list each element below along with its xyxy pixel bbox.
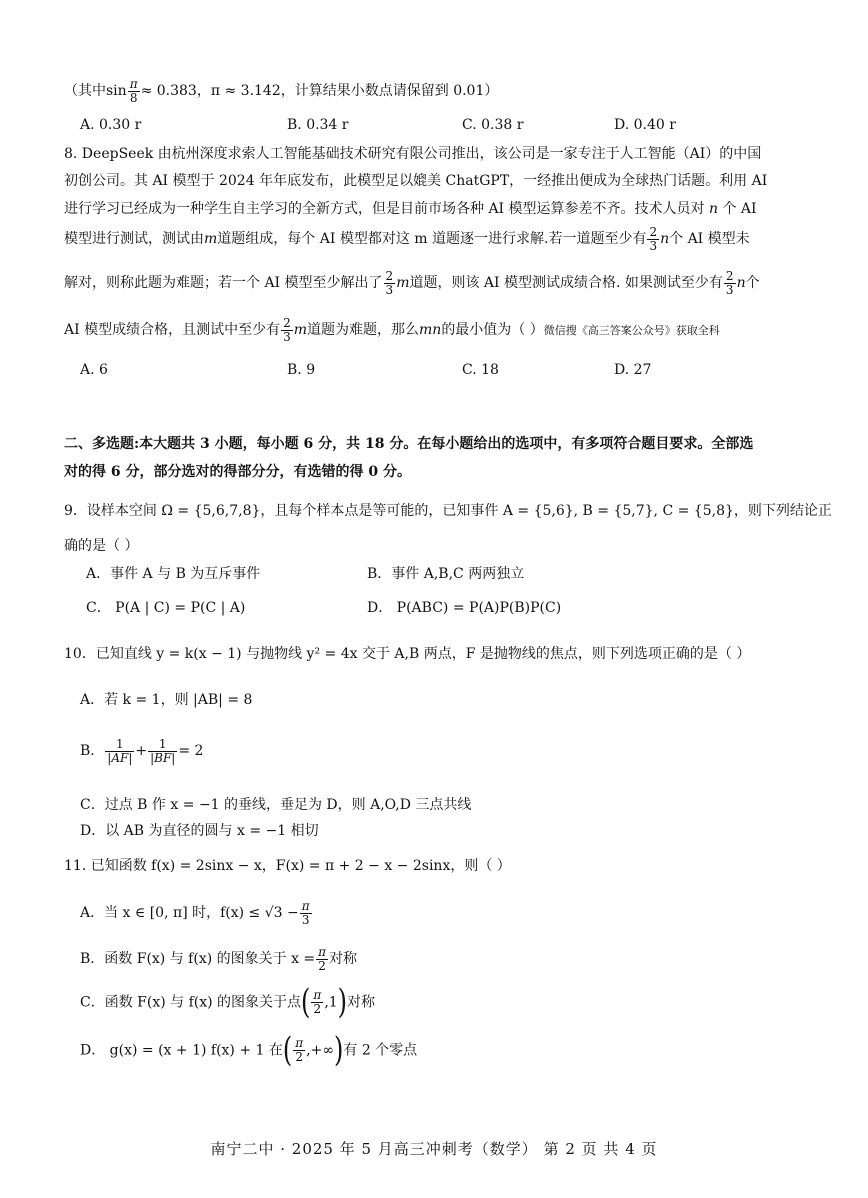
q8-line-4: 模型进行测试，测试由m道题组成，每个 AI 模型都对这 m 道题逐一进行求解.若一道题至少有 $\frac{2}{3}$ n个 AI 模型未 [64,225,750,253]
q11-option-a: A．当 x ∈ [0, π] 时，f(x) ≤ √3 − $\frac{\pi}{3}$ [80,899,310,927]
q7-option-c: C. 0.38 r [462,117,524,133]
q8-line-6: AI 模型成绩合格，且测试中至少有 $\frac{2}{3}$ m道题为难题，那么mn的最小值为（ ）微信搜《高三答案公众号》获取全科 [64,316,720,344]
q8-line-2: 初创公司。其 AI 模型于 2024 年年底发布，此模型足以媲美 ChatGPT，一经推出便成为全球热门话题。利用 AI [64,173,768,189]
fraction-two-thirds: $\frac{2}{3}$ [649,225,658,253]
fraction-two-thirds: $\frac{2}{3}$ [725,269,734,297]
fraction: $\frac{\pi}{2}$ [313,988,322,1016]
fraction: $\frac{\pi}{3}$ [301,899,310,927]
section-heading-line-2: 对的得 6 分，部分选对的得部分分，有选错的得 0 分。 [64,464,411,480]
q8-option-c: C. 18 [462,362,499,378]
q8-line-5: 解对，则称此题为难题；若一个 AI 模型至少解出了 $\frac{2}{3}$ m道题，则该 AI 模型测试成绩合格. 如果测试至少有 $\frac{2}{3}$ n个 [64,269,760,297]
q9-option-b: B．事件 A,B,C 两两独立 [367,566,525,582]
q11-option-c: C．函数 F(x) 与 f(x) 的图象关于点( $\frac{\pi}{2}$ ,1)对称 [80,982,376,1022]
q7-option-d: D. 0.40 r [614,117,676,133]
q9-option-a: A．事件 A 与 B 为互斥事件 [86,566,261,582]
q10-option-c: C．过点 B 作 x = −1 的垂线，垂足为 D，则 A,O,D 三点共线 [80,797,472,813]
q7-note: （其中sin $\frac{\pi}{8}$ ≈ 0.383，π ≈ 3.142，计算结果小数点请保留到 0.01） [64,77,499,105]
page-footer: 南宁二中 · 2025 年 5 月高三冲刺考（数学） 第 2 页 共 4 页 [210,1140,658,1158]
q8-line-3: 进行学习已经成为一种学生自主学习的全新方式，但是目前市场各种 AI 模型运算参差不齐。技术人员对 n 个 AI [64,201,757,217]
q7-option-b: B. 0.34 r [287,117,349,133]
fraction-two-thirds: $\frac{2}{3}$ [385,269,394,297]
q7-option-a: A. 0.30 r [80,117,142,133]
fraction-two-thirds: $\frac{2}{3}$ [283,316,291,344]
watermark-text: 微信搜《高三答案公众号》获取全科 [543,324,720,338]
q10-stem: 10．已知直线 y = k(x − 1) 与抛物线 y² = 4x 交于 A,B 两点，F 是抛物线的焦点，则下列选项正确的是（ ） [64,646,751,662]
fraction: $\frac{\pi}{2}$ [295,1036,304,1064]
q9-stem-line-1: 9．设样本空间 Ω = {5,6,7,8}，且每个样本点是等可能的，已知事件 A = {5,6}, B = {5,7}, C = {5,8}，则下列结论正 [64,503,832,519]
q9-option-d: D． P(ABC) = P(A)P(B)P(C) [367,600,562,616]
q9-option-c: C． P(A | C) = P(C | A) [86,600,246,616]
section-heading-multi-choice: 二、多选题:本大题共 3 小题，每小题 6 分，共 18 分。在每小题给出的选项中，有多项符合题目要求。全部选 [64,436,754,452]
q10-option-a: A．若 k = 1，则 |AB| = 8 [80,692,253,708]
q8-option-d: D. 27 [614,362,652,378]
q11-option-b: B．函数 F(x) 与 f(x) 的图象关于 x = $\frac{\pi}{2}$ 对称 [80,945,358,973]
fraction: $\frac{1}{|BF|}$ [150,737,176,765]
fraction: $\frac{1}{|AF|}$ [107,737,133,765]
q8-option-a: A. 6 [80,362,108,378]
q10-option-b: B． $\frac{1}{|AF|}$ + $\frac{1}{|BF|}$ = 2 [80,737,204,765]
q8-line-1: 8. DeepSeek 由杭州深度求索人工智能基础技术研究有限公司推出，该公司是一家专注于人工智能（AI）的中国 [64,146,762,162]
q9-stem-line-2: 确的是（ ） [64,538,139,554]
fraction: $\frac{\pi}{8}$ [129,77,138,105]
q10-option-d: D．以 AB 为直径的圆与 x = −1 相切 [80,823,319,839]
q8-option-b: B. 9 [287,362,316,378]
fraction: $\frac{\pi}{2}$ [318,945,327,973]
q11-stem: 11. 已知函数 f(x) = 2sinx − x，F(x) = π + 2 − x − 2sinx，则（ ） [64,858,511,874]
q11-option-d: D． g(x) = (x + 1) f(x) + 1 在( $\frac{\pi}{2}$ ,+∞)有 2 个零点 [80,1030,418,1070]
